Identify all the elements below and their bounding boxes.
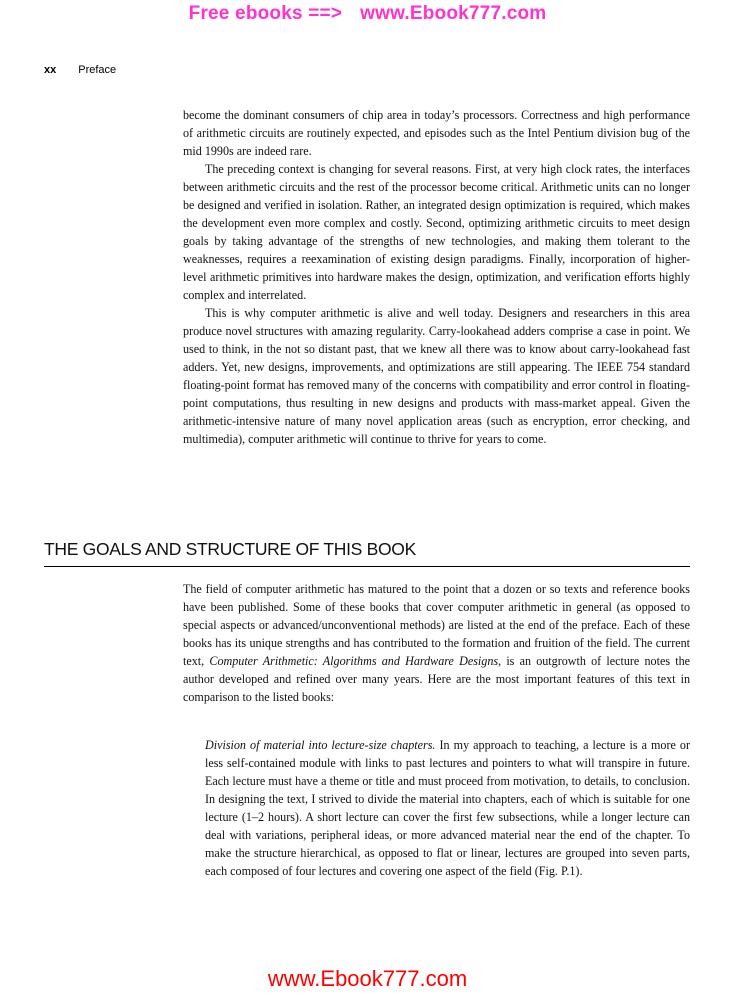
goals-text	[183, 580, 690, 706]
footer-url-link[interactable]: www.Ebook777.com	[267, 966, 468, 991]
goals-text-part2: , is an outgrowth of lecture notes the author developed and refined over many years. Here are the most important features of this text in comparison to the listed books:	[183, 654, 690, 704]
feature-text: In my approach to teaching, a lecture is a more or less self-contained module with links to past lectures and pointers to what will transpire in future. Each lecture must have a theme or title and must proceed from motivation, to details, to conclusion. In designing the text, I strived to divide the material into chapters, each of which is suitable for one lecture (1–2 hours). A short lecture can cover the first few subsections, while a longer lecture can deal with variations, peripheral ideas, or more advanced material near the end of the chapter. To make the structure hierarchical, as opposed to flat or linear, lectures are grouped into seven parts, each composed of four lectures and covering one aspect of the field (Fig. P.1).	[205, 738, 690, 878]
goals-text-part1: The field of computer arithmetic has matured to the point that a dozen or so texts and reference books have been published. Some of these books that cover computer arithmetic in general (as opposed to special aspects or advanced/unconventional methods) are listed at the end of the preface. Each of these books has its unique strengths and has contributed to the formation and fruition of the field. The current text,	[183, 582, 690, 668]
feature-title: Division of material into lecture-size chapters.	[205, 738, 436, 752]
paragraph-chip-area: become the dominant consumers of chip area in today’s processors. Correctness and high performance of arithmetic circuits are routinely expected, and episodes such as the Intel Pentium division bug of the mid 1990s are indeed rare.	[183, 108, 690, 158]
feature-item	[205, 736, 690, 880]
paragraph-context-changing: The preceding context is changing for several reasons. First, at very high clock rates, the interfaces between arithmetic circuits and the rest of the processor become critical. Arithmetic units can no longer be designed and verified in isolation. Rather, an integrated design optimization is required, which makes the development even more complex and costly. Second, optimizing arithmetic circuits to meet design goals by taking advantage of the strengths of new technologies, and making them tolerant to the weaknesses, requires a reexamination of existing design paradigms. Finally, incorporation of higher-level arithmetic primitives into hardware makes the design, optimization, and verification efforts highly complex and interrelated.	[183, 162, 690, 302]
banner-free-ebooks-text: Free ebooks ==>	[188, 3, 343, 24]
page-number: xx	[44, 64, 57, 76]
book-title: Computer Arithmetic: Algorithms and Hardware Designs	[209, 654, 499, 668]
watermark-banner[interactable]	[0, 3, 735, 25]
goals-paragraph	[183, 580, 690, 706]
section-heading: THE GOALS AND STRUCTURE OF THIS BOOK	[44, 539, 690, 567]
banner-url-link[interactable]: www.Ebook777.com	[360, 3, 547, 24]
running-title: Preface	[78, 64, 117, 76]
paragraph-arithmetic-alive: This is why computer arithmetic is alive and well today. Designers and researchers in this area produce novel structures with amazing regularity. Carry-lookahead adders comprise a case in point. We used to think, in the not so distant past, that we knew all there was to know about carry-lookahead fast adders. Yet, new designs, improvements, and optimizations are still appearing. The IEEE 754 standard floating-point format has removed many of the concerns with compatibility and error control in floating-point computations, thus resulting in new designs and products with mass-market appeal. Given the arithmetic-intensive nature of many novel application areas (such as encryption, error checking, and multimedia), computer arithmetic will continue to thrive for years to come.	[183, 306, 690, 446]
preface-continuation	[183, 106, 690, 448]
running-header	[44, 64, 116, 76]
